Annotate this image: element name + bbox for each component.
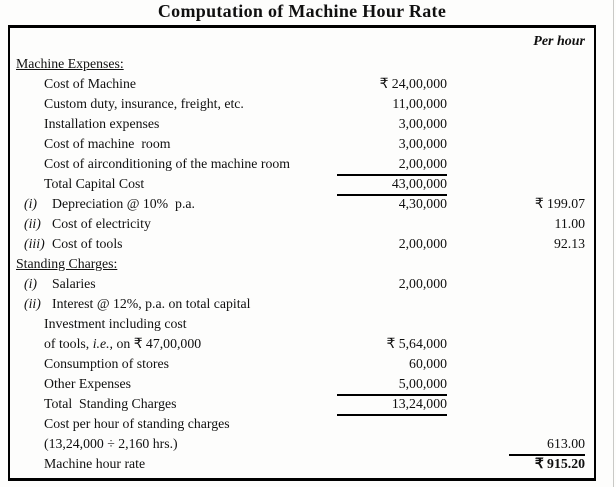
per-hour-cell: [447, 395, 594, 415]
amount-cell: [329, 195, 447, 215]
row-label: [10, 235, 329, 255]
row-label: [10, 295, 329, 315]
amount-value: 43,00,000: [337, 175, 447, 196]
per-hour-cell: [447, 375, 594, 395]
table-row: [10, 55, 594, 75]
amount-cell: [329, 375, 447, 395]
row-numeral: (i): [24, 276, 38, 291]
table-row: [10, 275, 594, 295]
amount-value: 13,24,000: [337, 395, 447, 416]
row-label: [10, 55, 329, 75]
row-label: [10, 355, 329, 375]
row-label: [10, 135, 329, 155]
per-hour-value: ₹ 915.20: [534, 456, 585, 471]
amount-cell: [329, 75, 447, 95]
row-label: [10, 435, 329, 455]
table-row: [10, 235, 594, 255]
per-hour-cell: [447, 215, 594, 235]
row-label-text: Cost of Machine: [44, 76, 136, 91]
per-hour-cell: [447, 415, 594, 435]
row-label-text: Investment including cost: [44, 316, 187, 331]
row-label: [10, 315, 329, 335]
row-label-text: Installation expenses: [44, 116, 160, 131]
row-label-text: Total Standing Charges: [44, 396, 177, 411]
row-label: [10, 75, 329, 95]
table-row: [10, 335, 594, 355]
amount-cell: [329, 275, 447, 295]
amount-value: 2,00,000: [398, 276, 447, 291]
table-row: [10, 375, 594, 395]
amount-value: 2,00,000: [398, 236, 447, 251]
row-numeral: (i): [24, 196, 38, 211]
computation-table: [8, 25, 596, 481]
table-row: [10, 115, 594, 135]
row-label-text: Machine hour rate: [44, 456, 146, 471]
amount-cell: [329, 395, 447, 415]
amount-value: 2,00,000: [337, 155, 447, 176]
table-row: [10, 175, 594, 195]
per-hour-cell: [447, 315, 594, 335]
row-label-text: Other Expenses: [44, 376, 131, 391]
per-hour-cell: [447, 175, 594, 195]
per-hour-cell: [447, 195, 594, 215]
per-hour-cell: [447, 235, 594, 255]
per-hour-cell: [447, 55, 594, 75]
per-hour-cell: [447, 75, 594, 95]
amount-cell: [329, 135, 447, 155]
amount-cell: [329, 455, 447, 475]
row-numeral: (ii): [24, 296, 41, 311]
per-hour-value: 92.13: [553, 236, 585, 251]
row-label: [10, 215, 329, 235]
table-row: [10, 95, 594, 115]
amount-cell: [329, 155, 447, 175]
row-label-text: Machine Expenses:: [16, 56, 124, 71]
row-label-text: Total Capital Cost: [44, 176, 145, 191]
table-row: [10, 215, 594, 235]
row-label-text: Standing Charges:: [16, 256, 118, 271]
amount-value: ₹ 5,64,000: [386, 336, 447, 351]
amount-cell: [329, 335, 447, 355]
amount-cell: [329, 315, 447, 335]
table-row: [10, 395, 594, 415]
per-hour-cell: [447, 115, 594, 135]
row-label: [10, 455, 329, 475]
row-label: [10, 415, 329, 435]
amount-cell: [329, 355, 447, 375]
amount-cell: [329, 115, 447, 135]
row-label: [10, 175, 329, 195]
scan-page-edge: [613, 0, 614, 487]
per-hour-cell: [447, 455, 594, 475]
row-label-text: Salaries: [52, 276, 96, 291]
table-row: [10, 255, 594, 275]
table-row: [10, 355, 594, 375]
table-row: [10, 155, 594, 175]
amount-value: 4,30,000: [398, 196, 447, 211]
table-row: [10, 435, 594, 455]
row-label-text: Cost of tools: [52, 236, 123, 251]
per-hour-value: ₹ 199.07: [534, 196, 585, 211]
amount-cell: [329, 435, 447, 455]
amount-value: 3,00,000: [398, 136, 447, 151]
row-label-text: Consumption of stores: [44, 356, 169, 371]
row-label: [10, 395, 329, 415]
row-label-text: Cost of electricity: [52, 216, 151, 231]
row-label-text: Interest @ 12%, p.a. on total capital: [52, 296, 251, 311]
table-row: [10, 455, 594, 475]
amount-value: 11,00,000: [392, 96, 447, 111]
per-hour-cell: [447, 135, 594, 155]
row-label: [10, 155, 329, 175]
amount-value: ₹ 24,00,000: [379, 76, 447, 91]
table-rows: [10, 55, 594, 475]
row-label-text: Cost per hour of standing charges: [44, 416, 230, 431]
row-label-text: Cost of airconditioning of the machine room: [44, 156, 290, 171]
amount-value: 60,000: [409, 356, 447, 371]
per-hour-cell: [447, 275, 594, 295]
table-row: [10, 135, 594, 155]
row-label-text: of tools, i.e., on ₹ 47,00,000: [44, 336, 202, 351]
row-numeral: (iii): [24, 236, 45, 251]
amount-cell: [329, 55, 447, 75]
table-row: [10, 315, 594, 335]
table-row: [10, 195, 594, 215]
amount-cell: [329, 175, 447, 195]
row-label: [10, 255, 329, 275]
table-row: [10, 295, 594, 315]
per-hour-cell: [447, 95, 594, 115]
amount-cell: [329, 215, 447, 235]
row-label: [10, 115, 329, 135]
row-label-text: Depreciation @ 10% p.a.: [52, 196, 195, 211]
per-hour-column-header: Per hour: [533, 34, 585, 49]
table-row: [10, 75, 594, 95]
row-label: [10, 375, 329, 395]
per-hour-cell: [447, 255, 594, 275]
row-label: [10, 95, 329, 115]
row-label-text: Custom duty, insurance, freight, etc.: [44, 96, 244, 111]
row-label: [10, 335, 329, 355]
amount-cell: [329, 295, 447, 315]
amount-cell: [329, 415, 447, 435]
amount-cell: [329, 255, 447, 275]
per-hour-cell: [447, 295, 594, 315]
per-hour-value: 11.00: [554, 216, 585, 231]
per-hour-cell: [447, 155, 594, 175]
amount-value: 3,00,000: [398, 116, 447, 131]
row-label-text: Cost of machine room: [44, 136, 171, 151]
per-hour-cell: [447, 355, 594, 375]
row-numeral: (ii): [24, 216, 41, 231]
row-label-text: (13,24,000 ÷ 2,160 hrs.): [44, 436, 178, 451]
amount-cell: [329, 95, 447, 115]
table-row: [10, 415, 594, 435]
per-hour-cell: [447, 435, 594, 455]
row-label: [10, 195, 329, 215]
page-title: Computation of Machine Hour Rate: [157, 1, 447, 21]
row-label: [10, 275, 329, 295]
per-hour-value: 613.00: [509, 435, 585, 456]
amount-cell: [329, 235, 447, 255]
amount-value: 5,00,000: [337, 375, 447, 396]
per-hour-cell: [447, 335, 594, 355]
